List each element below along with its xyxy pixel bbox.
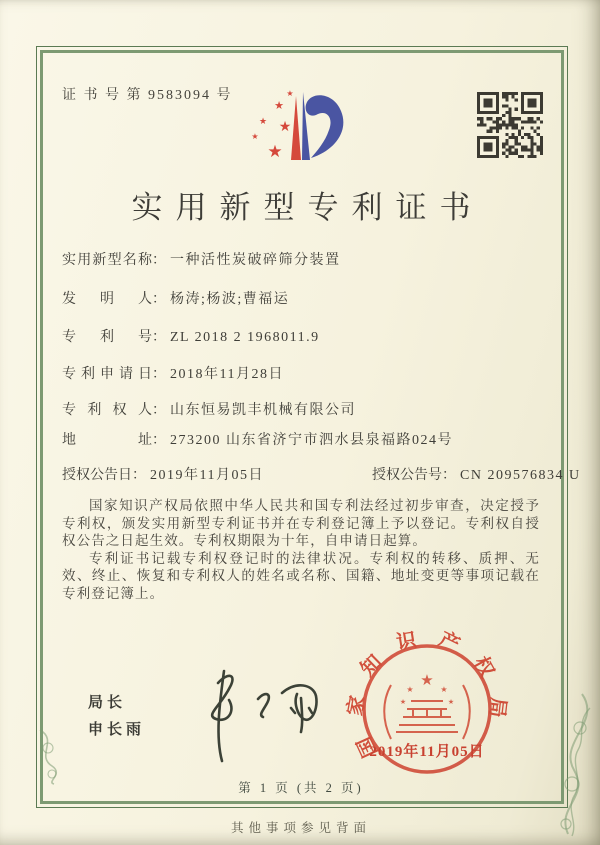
svg-text:★: ★	[447, 698, 455, 706]
grant-date-value: 2019年11月05日	[150, 468, 264, 483]
legal-paragraph-2: 专利证书记载专利权登记时的法律状况。专利权的转移、质押、无效、终止、恢复和专利权人的姓名或名称、国籍、地址变更等事项记载在专利登记簿上。	[62, 550, 540, 601]
svg-text:★: ★	[286, 89, 294, 98]
commissioner-name: 申长雨	[88, 722, 146, 738]
certificate-title: 实用新型专利证书	[131, 190, 484, 225]
svg-text:★: ★	[278, 119, 292, 135]
field-row-inventors	[62, 288, 289, 308]
field-value: ZL 2018 2 1968011.9	[170, 330, 320, 345]
commissioner-title: 局长	[88, 695, 127, 711]
field-row-patent-no	[62, 326, 320, 346]
corner-ornament-icon	[520, 688, 600, 838]
grant-no-value: CN 209576834 U	[460, 468, 581, 483]
field-colon: ：	[152, 403, 166, 418]
svg-text:★: ★	[267, 142, 283, 162]
certificate-number: 证 书 号 第 9583094 号	[62, 88, 233, 103]
legal-paragraph-1: 国家知识产权局依照中华人民共和国专利法经过初步审查，决定授予专利权，颁发实用新型专利证书并在专利登记簿上予以登记。专利权自授权公告之日起生效。专利权期限为十年，自申请日起算。	[62, 498, 540, 549]
field-colon: ：	[152, 433, 166, 448]
national-emblem-icon	[384, 671, 470, 739]
back-side-note: 其他事项参见背面	[230, 821, 371, 835]
field-colon: ：	[152, 292, 166, 307]
svg-text:★: ★	[420, 671, 434, 689]
seal-date: 2019年11月05日	[369, 744, 485, 760]
signature-shen-changyu	[170, 663, 325, 771]
svg-text:★: ★	[399, 698, 407, 706]
field-label: 发 明 人	[62, 292, 152, 307]
commissioner-block	[88, 690, 145, 744]
field-colon: ：	[152, 367, 166, 382]
qr-code	[477, 92, 543, 158]
field-value: 273200 山东省济宁市泗水县泉福路024号	[170, 433, 453, 448]
svg-text:★: ★	[274, 99, 284, 112]
svg-text:★: ★	[440, 685, 448, 694]
svg-text:★: ★	[251, 132, 259, 141]
legal-text	[62, 497, 540, 603]
field-colon: ：	[152, 253, 166, 268]
official-seal	[344, 626, 510, 786]
field-value: 杨涛;杨波;曹福运	[170, 292, 290, 307]
seal-agency-text: 国家知识产权局	[344, 626, 510, 761]
left-ornament-icon	[30, 726, 78, 786]
field-label: 实用新型名称	[62, 253, 152, 268]
field-colon: ：	[132, 468, 146, 483]
field-label: 地 址	[62, 433, 152, 448]
svg-text:★: ★	[258, 117, 268, 127]
cnipa-logo-icon	[233, 76, 367, 188]
field-row-name	[62, 249, 341, 269]
field-value: 山东恒易凯丰机械有限公司	[170, 403, 356, 418]
field-colon: ：	[442, 468, 456, 483]
field-label: 专 利 号	[62, 330, 152, 345]
grant-no-label: 授权公告号	[372, 468, 442, 483]
grant-date-label: 授权公告日	[62, 468, 132, 483]
svg-text:★: ★	[406, 685, 414, 694]
field-row-grant	[62, 464, 581, 484]
field-colon: ：	[152, 330, 166, 345]
page-number: 第 1 页 (共 2 页)	[238, 781, 364, 795]
field-row-filing-date	[62, 363, 284, 383]
field-value: 2018年11月28日	[170, 367, 284, 382]
field-row-address	[62, 429, 453, 449]
field-label: 专利申请日	[62, 367, 152, 382]
field-value: 一种活性炭破碎筛分装置	[170, 253, 341, 268]
field-label: 专 利 权 人	[62, 403, 152, 418]
field-row-patentee	[62, 399, 356, 419]
